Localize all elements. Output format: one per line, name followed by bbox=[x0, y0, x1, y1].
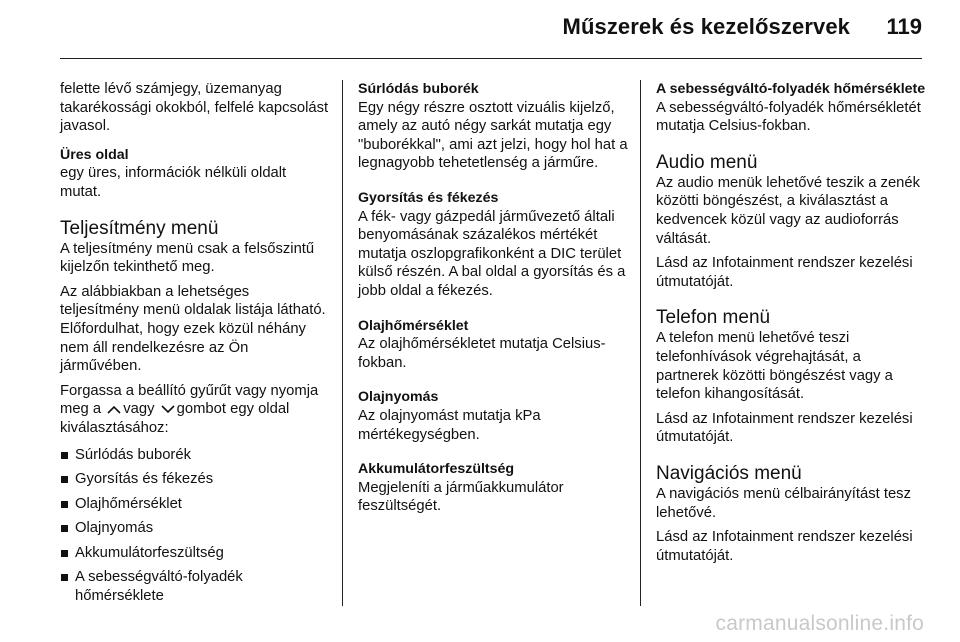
section-empty-page bbox=[60, 146, 330, 202]
section-performance-menu bbox=[60, 218, 330, 606]
performance-page-list bbox=[60, 446, 330, 606]
oil-pressure-heading: Olajnyomás bbox=[358, 389, 439, 406]
oil-temp-heading: Olajhőmérséklet bbox=[358, 317, 469, 334]
bullet-icon bbox=[61, 550, 68, 557]
page-number: 119 bbox=[886, 14, 922, 39]
empty-page-text: egy üres, információk nélküli oldalt mutat. bbox=[60, 165, 287, 200]
chevron-up-icon bbox=[107, 405, 121, 414]
accel-braking-text: A fék- vagy gázpedál járművezető általi benyomásának százalékos mértékét mutatja oszlopgrafikonként a DIC terület külső részén. A bal oldal a gyorsítás és a jobb oldal a fékezés. bbox=[358, 208, 626, 299]
trans-fluid-temp-text: A sebességváltó-folyadék hőmérsékletét mutatja Celsius-fokban. bbox=[656, 99, 921, 135]
bullet-icon bbox=[61, 501, 68, 508]
bullet-icon bbox=[61, 525, 68, 532]
nav-menu-heading: Navigációs menü bbox=[656, 462, 802, 484]
empty-page-heading: Üres oldal bbox=[60, 146, 129, 163]
header-divider bbox=[60, 58, 922, 59]
performance-menu-heading: Teljesítmény menü bbox=[60, 217, 219, 239]
section-friction-bubble bbox=[358, 80, 630, 173]
oil-pressure-text: Az olajnyomást mutatja kPa mértékegységben. bbox=[358, 407, 541, 443]
phone-menu-p2: Lásd az Infotainment rendszer kezelési útmutatóját. bbox=[656, 410, 913, 446]
phone-menu-heading: Telefon menü bbox=[656, 307, 771, 329]
accel-braking-heading: Gyorsítás és fékezés bbox=[358, 189, 499, 206]
column-2 bbox=[358, 80, 630, 532]
battery-voltage-text: Megjeleníti a járműakkumulátor feszültségét. bbox=[358, 479, 564, 515]
watermark: carmanualsonline.info bbox=[715, 612, 924, 635]
bullet-icon bbox=[61, 476, 68, 483]
section-audio-menu bbox=[656, 152, 926, 292]
nav-menu-p2: Lásd az Infotainment rendszer kezelési útmutatóját. bbox=[656, 529, 913, 564]
column-divider-1 bbox=[342, 80, 343, 606]
list-item: Olajnyomás bbox=[60, 519, 330, 538]
column-1 bbox=[60, 80, 330, 612]
section-accel-braking bbox=[358, 189, 630, 301]
section-battery-voltage bbox=[358, 460, 630, 516]
performance-menu-p2: Az alábbiakban a lehetséges teljesítmény menü oldalak listája látható. Előfordulhat, hogy ezek közül néhány nem áll rendelkezésre az Ön járművében. bbox=[60, 283, 326, 375]
page-title: Műszerek és kezelőszervek bbox=[562, 14, 850, 39]
list-item: Olajhőmérséklet bbox=[60, 495, 330, 514]
list-item: Akkumulátorfeszültség bbox=[60, 544, 330, 563]
column-divider-2 bbox=[640, 80, 641, 606]
trans-fluid-temp-heading: A sebességváltó-folyadék hőmérséklete bbox=[656, 81, 926, 97]
audio-menu-p1: Az audio menük lehetővé teszik a zenék közötti böngészést, a kiválasztást a kedvencek közül vagy az audioforrás váltását. bbox=[656, 174, 921, 247]
intro-paragraph: felette lévő számjegy, üzemanyag takarékossági okokból, felfelé kapcsolást javasol. bbox=[60, 81, 329, 135]
battery-voltage-heading: Akkumulátorfeszültség bbox=[358, 461, 515, 478]
nav-menu-p1: A navigációs menü célbairányítást tesz lehetővé. bbox=[656, 485, 911, 521]
p3-text-3: gombot egy oldal kiválasztásához: bbox=[60, 401, 290, 436]
p3-text-2: vagy bbox=[123, 401, 155, 418]
list-item: Gyorsítás és fékezés bbox=[60, 470, 330, 489]
friction-bubble-text: Egy négy részre osztott vizuális kijelző, amely az autó négy sarkát mutatja egy "buborékkal", ami azt jelzi, hogy hol hat a legnagyobb tehetetlenség a járműre. bbox=[358, 99, 628, 172]
page-header bbox=[0, 0, 960, 58]
section-oil-pressure bbox=[358, 388, 630, 444]
audio-menu-heading: Audio menü bbox=[656, 151, 758, 173]
p3-text-1: Forgassa a beállító gyűrűt vagy nyomja meg a bbox=[60, 382, 319, 418]
friction-bubble-heading: Súrlódás buborék bbox=[358, 81, 479, 97]
list-item: A sebességváltó-folyadék hőmérséklete bbox=[60, 568, 330, 605]
column-3 bbox=[656, 80, 926, 575]
performance-menu-p3 bbox=[60, 382, 330, 438]
section-phone-menu bbox=[656, 307, 926, 447]
performance-menu-p1: A teljesítmény menü csak a felsőszintű kijelzőn tekinthető meg. bbox=[60, 240, 315, 276]
bullet-icon bbox=[61, 452, 68, 459]
oil-temp-text: Az olajhőmérsékletet mutatja Celsius-fokban. bbox=[358, 336, 606, 371]
section-nav-menu bbox=[656, 463, 926, 565]
bullet-icon bbox=[61, 574, 68, 581]
section-trans-fluid-temp bbox=[656, 80, 926, 136]
phone-menu-p1: A telefon menü lehetővé teszi telefonhívások végrehajtását, a partnerek közötti böngészést vagy a telefon kihangosítását. bbox=[656, 330, 893, 403]
list-item: Súrlódás buborék bbox=[60, 446, 330, 465]
chevron-down-icon bbox=[161, 405, 175, 414]
section-oil-temp bbox=[358, 317, 630, 373]
audio-menu-p2: Lásd az Infotainment rendszer kezelési útmutatóját. bbox=[656, 255, 913, 290]
